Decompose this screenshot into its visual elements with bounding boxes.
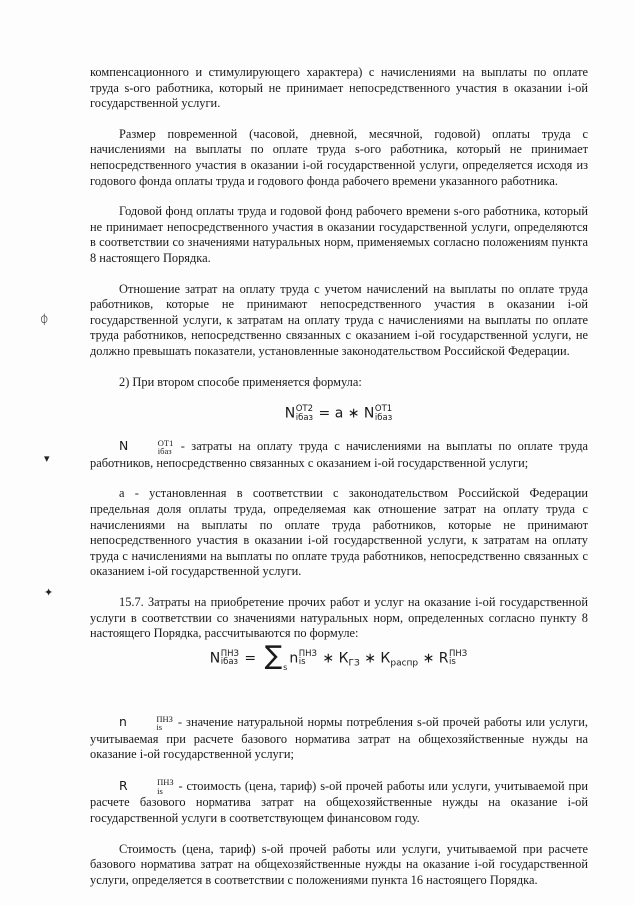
formula2-r-sup: ПНЗ [449,648,468,659]
formula-other-services [90,641,588,676]
formula1-lhs-sup: ОТ2 [295,404,314,415]
formula1-lhs-base: N [284,405,296,422]
formula-second-method [90,405,588,422]
term-n-sub: is [156,722,163,733]
formula2-lhs-sup: ПНЗ [220,648,239,659]
term-not1-base: N [119,438,129,454]
formula2-n-sup: ПНЗ [298,648,317,659]
paragraph-cost-ratio: Отношение затрат на оплату труда с учетом начислений на выплаты по оплате труда работников, которые не принимают непосредственного участия в оказании i-ой государственной услуги, к затратам на оплату труда с начислениями на выплаты по оплате труда работников, непосредственно связанных с оказанием i-ой государственной услуги, не должно превышать показатели, установленные законодательством Российской Федерации. [90,281,588,358]
paragraph-term-a: a - установленная в соответствии с законодательством Российской Федерации предельная доля оплаты труда, определяемая как отношение затрат на оплату труда с начислениями на выплаты по оплате труда работников, которые не принимают непосредственного участия в оказании i-ой государственной услуги, к затратам на оплату труда с начислениями на выплаты по оплате труда работников, непосредственно связанных с оказанием i-ой государственной услуги. [90,486,588,579]
margin-punch-mark-2: ✦ [44,586,54,599]
term-n-description: - значение натуральной нормы потребления s-ой прочей работы или услуги, учитываемая при расчете базового норматива затрат на общехозяйственные нужды на оказание i-ой государственной услуги; [90,714,588,762]
paragraph-price-determination: Стоимость (цена, тариф) s-ой прочей работы или услуги, учитываемой при расчете базового норматива затрат на общехозяйственные нужды на оказание i-ой государственной услуги, определяется в соответствии с положениями пункта 16 настоящего Порядка. [90,841,588,887]
margin-punch-mark: ▾ [44,452,50,465]
term-r-sub: is [157,785,163,796]
formula1-rhs-indices [375,405,392,422]
formula2-r: ∗ R [418,650,449,667]
formula1-rhs-sup: ОТ1 [374,404,393,415]
term-r-sup: ПНЗ [157,777,174,788]
paragraph-term-r [90,778,588,827]
formula2-n-indices [299,650,317,667]
term-n-sup: ПНЗ [156,713,173,724]
formula2-lhs-indices [221,650,239,667]
paragraph-term-n [90,714,588,763]
formula2-sum-index: s [283,663,288,673]
formula1-lhs-indices [296,405,313,422]
formula2-n-sub: is [298,657,306,668]
formula2-equals: = [239,650,261,667]
paragraph-second-method: 2) При втором способе применяется формула: [119,374,362,389]
margin-handwritten-mark: ᛰ [40,312,49,328]
paragraph-15-7: 15.7. Затраты на приобретение прочих работ и услуг на оказание i-ой государственной услуги в соответствии со значениями натуральных норм, определенных согласно пункту 8 настоящего Порядка, рассчитываются по формуле: [90,595,588,641]
term-r-indices [128,778,174,795]
paragraph-hourly-pay: Размер повременной (часовой, дневной, месячной, годовой) оплаты труда с начислениями на выплаты по оплате труда s-ого работника, который не принимает непосредственного участия в оказании i-ой государственной услуги, определяется исходя из годового фонда оплаты труда и годового фонда рабочего времени указанного работника. [90,126,588,188]
formula2-k2-sub: распр [390,658,419,669]
paragraph-annual-fund: Годовой фонд оплаты труда и годовой фонд рабочего времени s-ого работника, который не принимает непосредственного участия в оказании государственной услуги, определяются в соответствии со значениями натуральных норм, применяемых согласно положениям пункта 8 настоящего Порядка. [90,204,588,265]
paragraph-term-not1 [90,438,588,471]
formula2-r-sub: is [449,657,456,668]
term-n-indices [127,715,173,732]
term-not1-sup: ОТ1 [157,437,174,448]
paragraph-continuation: компенсационного и стимулирующего характера) с начислениями на выплаты по оплате труда s-ого работника, который не принимает непосредственного участия в оказании i-ой государственной услуги. [90,65,588,111]
formula2-k1-sub: ГЗ [348,658,360,669]
term-not1-description: - затраты на оплату труда с начислениями на выплаты по оплате труда работников, непосредственно связанных с оказанием i-ой государственной услуги; [90,439,588,470]
term-r-description: - стоимость (цена, тариф) s-ой прочей работы или услуги, учитываемой при расчете базового норматива затрат на общехозяйственные нужды на оказание i-ой государственной услуги в соответствующем финансовом году. [90,778,588,825]
term-not1-indices [129,439,174,456]
formula2-k2: ∗ К [359,650,391,667]
formula1-coef: a ∗ [334,405,364,422]
term-not1-sub: iбаз [157,446,172,457]
formula1-lhs-sub: iбаз [295,412,314,423]
formula1-equals: = [314,405,335,422]
formula2-lhs-base: N [209,650,221,667]
formula2-lhs-sub: iбаз [220,657,239,668]
formula2-r-indices [449,650,467,667]
formula2-k1: ∗ К [317,650,349,667]
formula2-sum-symbol: ∑ [264,641,283,672]
formula2-n-base: n [289,650,299,667]
formula1-rhs-base: N [363,405,375,422]
formula1-rhs-sub: iбаз [374,412,393,423]
term-n-base: n [119,713,127,729]
term-r-base: R [119,777,128,793]
document-body [90,65,588,903]
